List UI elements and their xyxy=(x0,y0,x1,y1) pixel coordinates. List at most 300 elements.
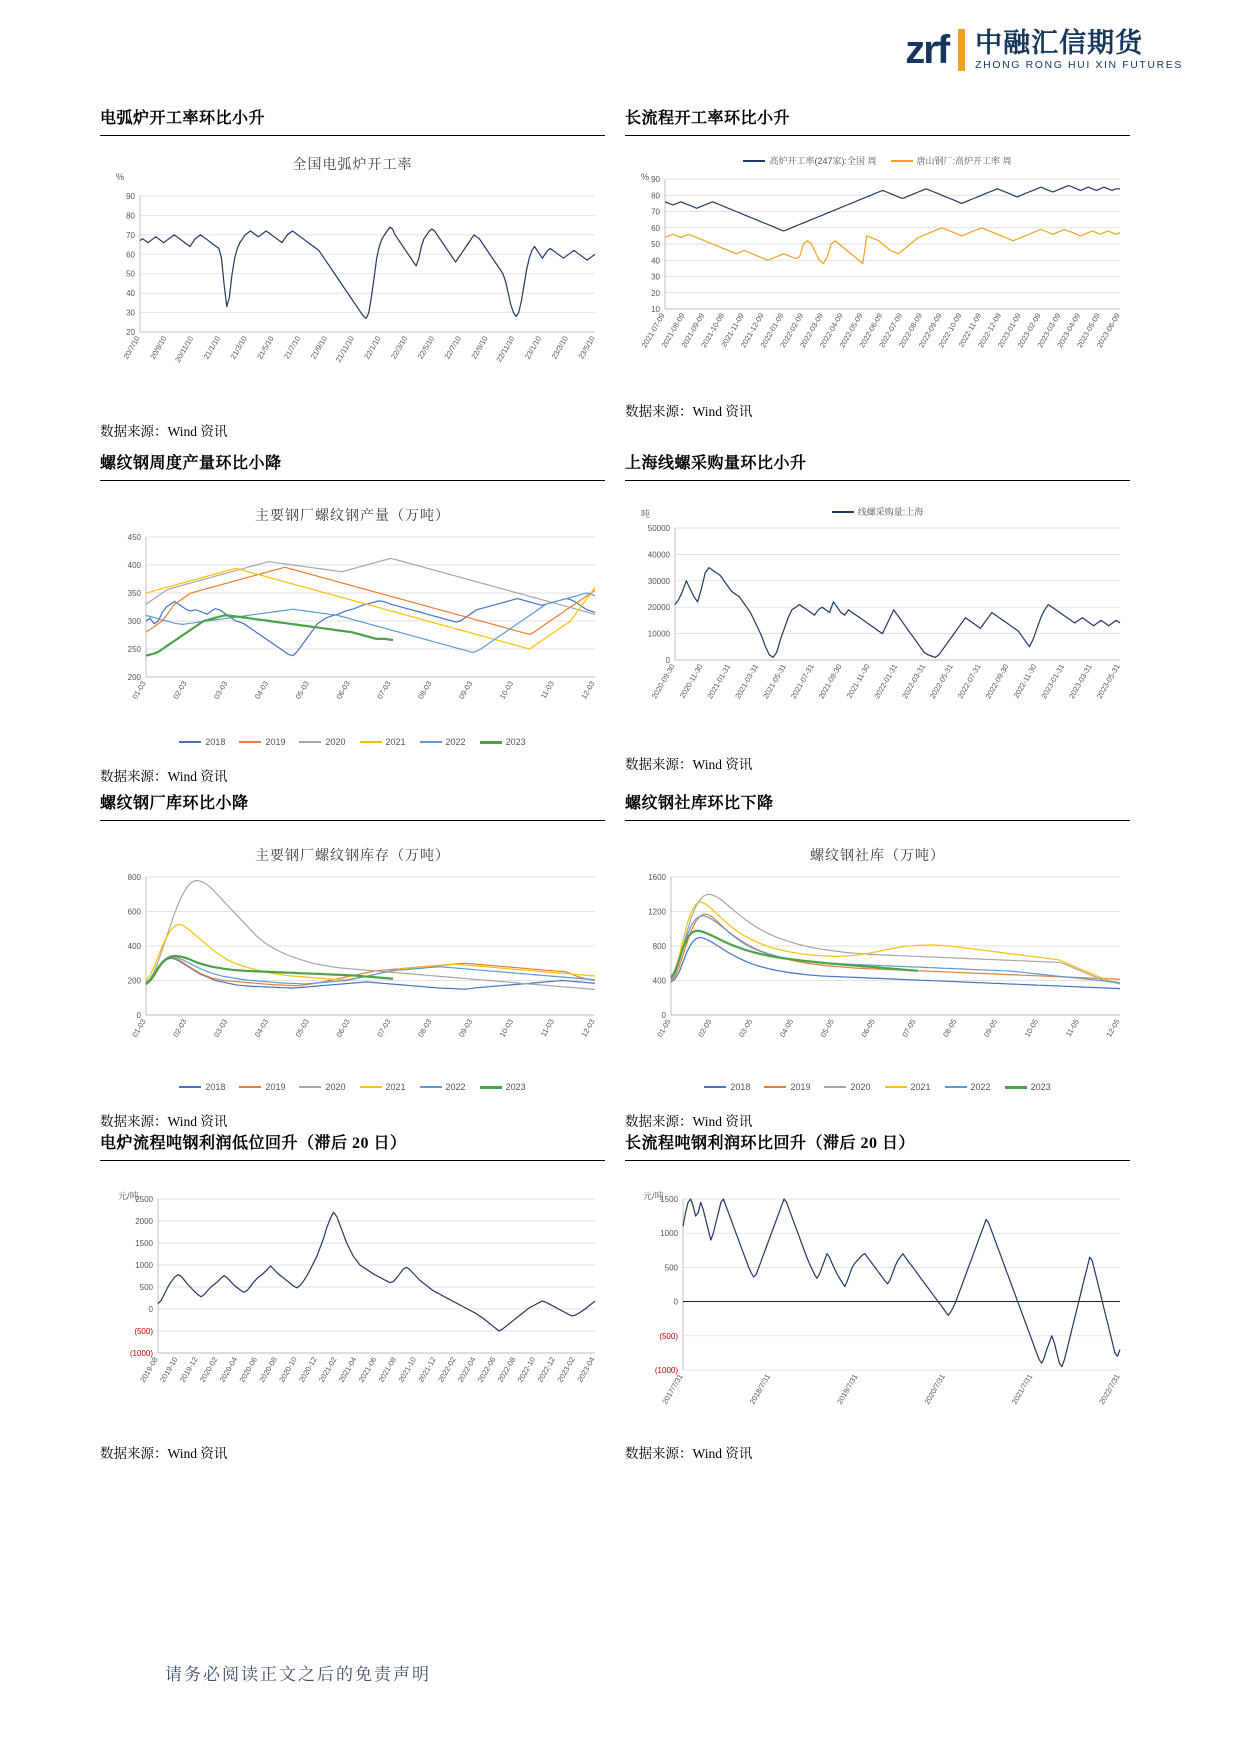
chart-svg xyxy=(100,865,605,1080)
svg-text:2023-02: 2023-02 xyxy=(555,1355,577,1384)
svg-text:20/11/10: 20/11/10 xyxy=(173,334,196,364)
svg-text:2000: 2000 xyxy=(135,1217,153,1226)
chart-source: 数据来源：Wind 资讯 xyxy=(625,757,753,772)
svg-text:2021-02: 2021-02 xyxy=(316,1355,339,1384)
chart-svg xyxy=(625,1185,1130,1430)
section-heading: 上海线螺采购量环比小升 xyxy=(625,450,1130,481)
legend-item xyxy=(420,1082,466,1092)
svg-text:20: 20 xyxy=(651,288,660,298)
section-rebar-mill-inventory xyxy=(100,790,605,1130)
chart-legend xyxy=(625,154,1130,167)
legend-swatch xyxy=(420,741,442,743)
svg-text:06-03: 06-03 xyxy=(334,679,352,701)
y-axis-unit: % xyxy=(116,172,125,182)
svg-text:200: 200 xyxy=(127,976,141,986)
chart-source: 数据来源：Wind 资讯 xyxy=(625,1114,753,1129)
svg-text:04-05: 04-05 xyxy=(777,1017,796,1039)
svg-text:2023-04-09: 2023-04-09 xyxy=(1055,311,1083,350)
svg-text:70: 70 xyxy=(126,230,135,240)
section-rebar-social-inventory xyxy=(625,790,1130,1130)
chart-mill-inventory xyxy=(100,845,605,1092)
svg-text:2022-10: 2022-10 xyxy=(515,1355,538,1384)
legend-swatch xyxy=(824,1086,846,1088)
svg-text:08-03: 08-03 xyxy=(416,679,434,701)
legend-item xyxy=(885,1082,931,1092)
legend-label: 2018 xyxy=(205,1082,226,1092)
svg-text:60: 60 xyxy=(651,223,660,233)
svg-text:(1000): (1000) xyxy=(129,1349,153,1358)
svg-text:80: 80 xyxy=(126,211,135,221)
legend-label: 2023 xyxy=(505,737,526,747)
svg-text:2022-10-09: 2022-10-09 xyxy=(936,311,964,350)
svg-text:07-03: 07-03 xyxy=(375,1017,393,1039)
svg-text:1500: 1500 xyxy=(660,1195,678,1204)
svg-text:250: 250 xyxy=(127,645,141,654)
svg-text:22/3/10: 22/3/10 xyxy=(389,334,410,361)
svg-text:600: 600 xyxy=(127,907,141,917)
svg-text:10-05: 10-05 xyxy=(1022,1017,1041,1039)
svg-text:2023-01-09: 2023-01-09 xyxy=(995,311,1023,350)
legend-item xyxy=(891,154,1012,167)
chart-source: 数据来源：Wind 资讯 xyxy=(100,424,228,439)
legend-swatch xyxy=(891,160,913,162)
svg-text:2021-09-09: 2021-09-09 xyxy=(679,311,707,350)
svg-text:2023-02-09: 2023-02-09 xyxy=(1015,311,1043,350)
svg-text:2021-01-31: 2021-01-31 xyxy=(705,662,733,701)
legend-label: 2021 xyxy=(385,737,406,747)
svg-text:2022-06-09: 2022-06-09 xyxy=(857,311,885,350)
legend-item xyxy=(420,737,466,747)
section-rebar-output xyxy=(100,450,605,785)
svg-text:22/9/10: 22/9/10 xyxy=(469,334,490,361)
svg-text:2020-02: 2020-02 xyxy=(197,1355,220,1384)
legend-swatch xyxy=(360,1086,382,1088)
chart-legend xyxy=(100,1082,605,1092)
chart-legend xyxy=(625,505,1130,518)
svg-text:09-05: 09-05 xyxy=(981,1017,1000,1039)
svg-text:450: 450 xyxy=(127,533,141,542)
y-axis-unit: % xyxy=(641,172,650,182)
chart-svg xyxy=(625,518,1130,743)
svg-text:2500: 2500 xyxy=(135,1195,153,1204)
legend-item xyxy=(360,737,406,747)
svg-text:06-03: 06-03 xyxy=(334,1017,352,1039)
svg-text:12-05: 12-05 xyxy=(1104,1017,1122,1039)
svg-text:1600: 1600 xyxy=(648,873,666,882)
chart-legend xyxy=(100,737,605,747)
svg-text:2022-07-09: 2022-07-09 xyxy=(877,311,905,350)
section-heading: 长流程开工率环比小升 xyxy=(625,105,1130,136)
svg-text:2020-08: 2020-08 xyxy=(257,1355,279,1384)
legend-swatch xyxy=(764,1086,786,1088)
y-axis-unit: 元/吨 xyxy=(118,1191,139,1201)
svg-text:23/1/10: 23/1/10 xyxy=(522,334,544,361)
svg-text:1000: 1000 xyxy=(660,1229,678,1239)
chart-eaf-profit xyxy=(100,1185,605,1430)
legend-swatch xyxy=(832,511,854,513)
section-eaf-utilization xyxy=(100,105,605,440)
svg-text:2022-01-09: 2022-01-09 xyxy=(758,311,786,350)
logo-name-cn: 中融汇信期货 xyxy=(975,28,1144,58)
svg-text:2022-04: 2022-04 xyxy=(455,1355,478,1384)
svg-text:22/7/10: 22/7/10 xyxy=(442,334,463,361)
svg-text:09-03: 09-03 xyxy=(456,679,475,701)
chart-source: 数据来源：Wind 资讯 xyxy=(100,1446,228,1461)
svg-text:2021-03-31: 2021-03-31 xyxy=(733,662,761,701)
legend-item xyxy=(179,737,225,747)
svg-text:2022-12-09: 2022-12-09 xyxy=(976,311,1004,350)
legend-label: 2022 xyxy=(445,737,466,747)
svg-text:2022-07-31: 2022-07-31 xyxy=(955,662,983,701)
chart-eaf-utilization xyxy=(100,154,605,404)
svg-text:2020/7/31: 2020/7/31 xyxy=(922,1372,947,1406)
company-logo xyxy=(905,28,1183,72)
svg-text:2022-11-30: 2022-11-30 xyxy=(1011,662,1039,700)
svg-text:2022-09-30: 2022-09-30 xyxy=(983,662,1011,701)
legend-swatch xyxy=(179,1086,201,1088)
svg-text:0: 0 xyxy=(665,656,670,665)
chart-svg xyxy=(625,865,1130,1080)
svg-text:01-05: 01-05 xyxy=(655,1017,673,1039)
svg-text:2018/7/31: 2018/7/31 xyxy=(747,1372,773,1406)
legend-item xyxy=(179,1082,225,1092)
svg-text:0: 0 xyxy=(148,1305,153,1314)
svg-text:05-05: 05-05 xyxy=(818,1017,837,1039)
legend-label: 线螺采购量:上海 xyxy=(857,507,924,517)
svg-text:800: 800 xyxy=(127,873,141,882)
svg-text:10-03: 10-03 xyxy=(497,679,516,701)
legend-label: 唐山钢厂:高炉开工率 周 xyxy=(916,156,1012,166)
svg-text:20/9/10: 20/9/10 xyxy=(148,334,169,361)
svg-text:2022-03-09: 2022-03-09 xyxy=(798,311,825,350)
svg-text:2022-12: 2022-12 xyxy=(535,1355,558,1384)
section-heading: 螺纹钢社库环比下降 xyxy=(625,790,1130,821)
svg-text:11-03: 11-03 xyxy=(538,679,556,701)
svg-text:2023-04: 2023-04 xyxy=(575,1355,597,1384)
legend-item xyxy=(299,737,345,747)
chart-title: 螺纹钢社库（万吨） xyxy=(810,849,945,864)
svg-text:23/5/10: 23/5/10 xyxy=(576,334,597,361)
legend-swatch xyxy=(945,1086,967,1088)
svg-text:40: 40 xyxy=(651,256,660,266)
svg-text:40000: 40000 xyxy=(647,550,670,560)
svg-text:300: 300 xyxy=(127,617,141,626)
svg-text:2021-09-30: 2021-09-30 xyxy=(816,662,844,701)
legend-swatch xyxy=(743,160,765,162)
legend-label: 2023 xyxy=(505,1082,526,1092)
legend-item xyxy=(824,1082,870,1092)
svg-text:400: 400 xyxy=(652,976,666,986)
svg-text:2022-05-09: 2022-05-09 xyxy=(837,311,865,350)
svg-text:2021-08: 2021-08 xyxy=(376,1355,399,1384)
section-shanghai-wire-purchase xyxy=(625,450,1130,773)
svg-text:10000: 10000 xyxy=(647,629,670,639)
svg-text:60: 60 xyxy=(126,250,135,260)
svg-text:05-03: 05-03 xyxy=(293,1017,312,1039)
svg-text:2022/7/31: 2022/7/31 xyxy=(1097,1372,1122,1406)
legend-label: 2021 xyxy=(910,1082,931,1092)
svg-text:09-03: 09-03 xyxy=(456,1017,475,1039)
svg-text:2021-08-09: 2021-08-09 xyxy=(659,311,687,350)
legend-item xyxy=(239,1082,285,1092)
svg-text:2017/7/31: 2017/7/31 xyxy=(660,1372,685,1406)
svg-text:400: 400 xyxy=(127,561,141,570)
legend-label: 2019 xyxy=(790,1082,811,1092)
legend-swatch xyxy=(299,741,321,743)
logo-zrf-mark: zrf xyxy=(905,28,949,72)
section-bf-profit xyxy=(625,1130,1130,1462)
svg-text:2019/7/31: 2019/7/31 xyxy=(835,1372,860,1406)
svg-text:2022-02-09: 2022-02-09 xyxy=(778,311,806,350)
legend-item xyxy=(945,1082,991,1092)
svg-text:03-05: 03-05 xyxy=(736,1017,755,1039)
svg-text:11-05: 11-05 xyxy=(1063,1017,1081,1039)
svg-text:21/1/10: 21/1/10 xyxy=(201,334,223,361)
legend-label: 2022 xyxy=(445,1082,466,1092)
svg-text:2022-08-09: 2022-08-09 xyxy=(896,311,924,350)
svg-text:1200: 1200 xyxy=(648,907,666,917)
svg-text:40: 40 xyxy=(126,289,135,299)
svg-text:06-05: 06-05 xyxy=(859,1017,877,1039)
svg-text:21/9/10: 21/9/10 xyxy=(308,334,330,361)
logo-text-block xyxy=(975,28,1183,72)
svg-text:2020-09-30: 2020-09-30 xyxy=(649,662,677,701)
legend-item xyxy=(764,1082,810,1092)
svg-text:21/5/10: 21/5/10 xyxy=(255,334,276,361)
svg-text:2022-08: 2022-08 xyxy=(495,1355,518,1384)
svg-text:2021-10: 2021-10 xyxy=(396,1355,418,1384)
svg-text:04-03: 04-03 xyxy=(252,1017,271,1039)
svg-text:2023-03-31: 2023-03-31 xyxy=(1066,662,1094,701)
legend-label: 2019 xyxy=(265,1082,286,1092)
svg-text:2019-12: 2019-12 xyxy=(177,1355,200,1384)
svg-text:07-03: 07-03 xyxy=(375,679,393,701)
svg-text:2020-12: 2020-12 xyxy=(297,1355,319,1384)
chart-legend xyxy=(625,1082,1130,1092)
legend-label: 2023 xyxy=(1030,1082,1051,1092)
svg-text:2020-10: 2020-10 xyxy=(277,1355,299,1384)
legend-label: 2020 xyxy=(325,737,346,747)
legend-swatch xyxy=(420,1086,442,1088)
legend-swatch xyxy=(239,741,261,743)
section-bf-utilization xyxy=(625,105,1130,420)
svg-text:21/3/10: 21/3/10 xyxy=(228,334,249,361)
svg-text:2021/7/31: 2021/7/31 xyxy=(1009,1372,1035,1406)
chart-shanghai-purchase xyxy=(625,505,1130,743)
svg-text:2021-11-30: 2021-11-30 xyxy=(844,662,872,700)
svg-text:01-03: 01-03 xyxy=(130,1017,148,1039)
svg-text:200: 200 xyxy=(127,673,141,682)
legend-swatch xyxy=(480,741,502,744)
svg-text:08-03: 08-03 xyxy=(416,1017,434,1039)
svg-text:12-03: 12-03 xyxy=(579,1017,597,1039)
svg-text:400: 400 xyxy=(127,942,141,951)
svg-text:30: 30 xyxy=(651,272,660,282)
svg-text:500: 500 xyxy=(139,1283,153,1292)
svg-text:2022-11-09: 2022-11-09 xyxy=(956,311,984,349)
svg-text:30000: 30000 xyxy=(647,576,670,586)
section-eaf-profit xyxy=(100,1130,605,1462)
svg-text:22/11/10: 22/11/10 xyxy=(494,334,517,364)
svg-text:04-03: 04-03 xyxy=(252,679,271,701)
svg-text:11-03: 11-03 xyxy=(538,1017,556,1039)
legend-item xyxy=(480,1082,526,1092)
legend-item xyxy=(743,154,876,167)
svg-text:2021-10-09: 2021-10-09 xyxy=(699,311,727,350)
svg-text:23/3/10: 23/3/10 xyxy=(549,334,570,361)
section-heading: 长流程吨钢利润环比回升（滞后 20 日） xyxy=(625,1130,1130,1161)
svg-text:2023-01-31: 2023-01-31 xyxy=(1039,662,1067,701)
svg-text:02-05: 02-05 xyxy=(696,1017,714,1039)
chart-social-inventory xyxy=(625,845,1130,1092)
svg-text:2020-06: 2020-06 xyxy=(237,1355,260,1384)
svg-text:02-03: 02-03 xyxy=(171,1017,189,1039)
legend-swatch xyxy=(299,1086,321,1088)
svg-text:2023-06-09: 2023-06-09 xyxy=(1094,311,1122,350)
chart-bf-utilization xyxy=(625,154,1130,384)
legend-label: 高炉开工率(247家):全国 周 xyxy=(769,156,877,166)
chart-svg xyxy=(100,525,605,735)
svg-text:70: 70 xyxy=(651,207,660,217)
svg-text:2021-07-09: 2021-07-09 xyxy=(639,311,667,350)
legend-label: 2020 xyxy=(325,1082,346,1092)
svg-text:0: 0 xyxy=(661,1011,666,1020)
svg-text:90: 90 xyxy=(651,175,660,184)
legend-label: 2022 xyxy=(970,1082,991,1092)
svg-text:07-05: 07-05 xyxy=(900,1017,918,1039)
legend-label: 2018 xyxy=(205,737,226,747)
chart-title: 全国电弧炉开工率 xyxy=(292,158,413,173)
svg-text:2023-05-31: 2023-05-31 xyxy=(1094,662,1122,701)
legend-item xyxy=(299,1082,345,1092)
legend-item xyxy=(704,1082,750,1092)
svg-text:2021-04: 2021-04 xyxy=(336,1355,359,1384)
svg-text:2021-12: 2021-12 xyxy=(416,1355,438,1384)
legend-item xyxy=(239,737,285,747)
section-heading: 电弧炉开工率环比小升 xyxy=(100,105,605,136)
legend-label: 2021 xyxy=(385,1082,406,1092)
legend-swatch xyxy=(179,741,201,743)
svg-text:2022-05-31: 2022-05-31 xyxy=(927,662,955,701)
svg-text:2022-01-31: 2022-01-31 xyxy=(872,662,900,701)
chart-title: 主要钢厂螺纹钢产量（万吨） xyxy=(255,509,450,524)
svg-text:800: 800 xyxy=(652,942,666,951)
svg-text:2022-03-31: 2022-03-31 xyxy=(900,662,928,701)
legend-label: 2019 xyxy=(265,737,286,747)
svg-text:30: 30 xyxy=(126,308,135,318)
y-axis-unit: 元/吨 xyxy=(643,1191,664,1201)
legend-label: 2020 xyxy=(850,1082,871,1092)
svg-text:50000: 50000 xyxy=(647,524,670,533)
svg-text:2020-04: 2020-04 xyxy=(217,1355,240,1384)
svg-text:500: 500 xyxy=(664,1263,678,1273)
svg-text:(1000): (1000) xyxy=(654,1366,678,1375)
svg-text:2019-08: 2019-08 xyxy=(138,1355,160,1384)
svg-text:2022-02: 2022-02 xyxy=(436,1355,458,1384)
chart-svg xyxy=(100,174,605,404)
svg-text:08-05: 08-05 xyxy=(941,1017,959,1039)
svg-text:03-03: 03-03 xyxy=(211,679,230,701)
chart-svg xyxy=(625,169,1130,384)
section-heading: 螺纹钢周度产量环比小降 xyxy=(100,450,605,481)
svg-text:21/7/10: 21/7/10 xyxy=(282,334,303,361)
svg-text:05-03: 05-03 xyxy=(293,679,312,701)
svg-text:12-03: 12-03 xyxy=(579,679,597,701)
svg-text:2022-09-09: 2022-09-09 xyxy=(916,311,944,350)
svg-text:03-03: 03-03 xyxy=(211,1017,230,1039)
svg-text:90: 90 xyxy=(126,192,135,201)
svg-text:2023-03-09: 2023-03-09 xyxy=(1035,311,1063,350)
svg-text:01-03: 01-03 xyxy=(130,679,148,701)
svg-text:2021-07-31: 2021-07-31 xyxy=(788,662,816,701)
chart-bf-profit xyxy=(625,1185,1130,1430)
svg-text:1500: 1500 xyxy=(135,1239,153,1248)
svg-text:21/11/10: 21/11/10 xyxy=(333,334,356,364)
svg-text:02-03: 02-03 xyxy=(171,679,189,701)
svg-text:20000: 20000 xyxy=(647,603,670,613)
legend-item xyxy=(1005,1082,1051,1092)
legend-swatch xyxy=(1005,1086,1027,1089)
svg-text:2021-06: 2021-06 xyxy=(356,1355,379,1384)
svg-text:10: 10 xyxy=(651,305,660,314)
svg-text:22/5/10: 22/5/10 xyxy=(415,334,437,361)
svg-text:2019-10: 2019-10 xyxy=(158,1355,180,1384)
logo-name-en: ZHONG RONG HUI XIN FUTURES xyxy=(975,59,1183,71)
legend-label: 2018 xyxy=(730,1082,751,1092)
svg-text:0: 0 xyxy=(136,1011,141,1020)
svg-text:20: 20 xyxy=(126,328,135,337)
chart-source: 数据来源：Wind 资讯 xyxy=(625,1446,753,1461)
chart-svg xyxy=(100,1185,605,1430)
legend-swatch xyxy=(704,1086,726,1088)
section-heading: 电炉流程吨钢利润低位回升（滞后 20 日） xyxy=(100,1130,605,1161)
section-heading: 螺纹钢厂库环比小降 xyxy=(100,790,605,821)
svg-text:2021-05-31: 2021-05-31 xyxy=(761,662,788,701)
y-axis-unit: 吨 xyxy=(641,509,651,519)
legend-item xyxy=(832,505,924,518)
legend-swatch xyxy=(480,1086,502,1089)
chart-rebar-output xyxy=(100,505,605,747)
disclaimer-note: 请务必阅读正文之后的免责声明 xyxy=(165,1665,431,1684)
chart-source: 数据来源：Wind 资讯 xyxy=(100,769,228,784)
legend-swatch xyxy=(239,1086,261,1088)
svg-text:(500): (500) xyxy=(134,1327,153,1336)
logo-accent-bar xyxy=(958,29,965,71)
chart-source: 数据来源：Wind 资讯 xyxy=(625,404,753,419)
svg-text:10-03: 10-03 xyxy=(497,1017,516,1039)
svg-text:50: 50 xyxy=(651,240,660,249)
chart-title: 主要钢厂螺纹钢库存（万吨） xyxy=(255,849,450,864)
svg-text:1000: 1000 xyxy=(135,1261,153,1270)
svg-text:0: 0 xyxy=(673,1297,678,1307)
legend-item xyxy=(360,1082,406,1092)
svg-text:50: 50 xyxy=(126,269,135,279)
legend-swatch xyxy=(885,1086,907,1088)
svg-text:2020-11-30: 2020-11-30 xyxy=(677,662,705,700)
svg-text:2023-05-09: 2023-05-09 xyxy=(1074,311,1102,350)
legend-item xyxy=(480,737,526,747)
svg-text:20/7/10: 20/7/10 xyxy=(121,334,142,361)
svg-text:22/1/10: 22/1/10 xyxy=(362,334,383,361)
svg-text:(500): (500) xyxy=(659,1331,678,1341)
svg-text:2022-06: 2022-06 xyxy=(475,1355,498,1384)
svg-text:2021-11-09: 2021-11-09 xyxy=(719,311,746,349)
legend-swatch xyxy=(360,741,382,743)
svg-text:80: 80 xyxy=(651,191,660,201)
chart-source: 数据来源：Wind 资讯 xyxy=(100,1114,228,1129)
svg-text:350: 350 xyxy=(127,589,141,598)
svg-text:2021-12-09: 2021-12-09 xyxy=(738,311,766,350)
